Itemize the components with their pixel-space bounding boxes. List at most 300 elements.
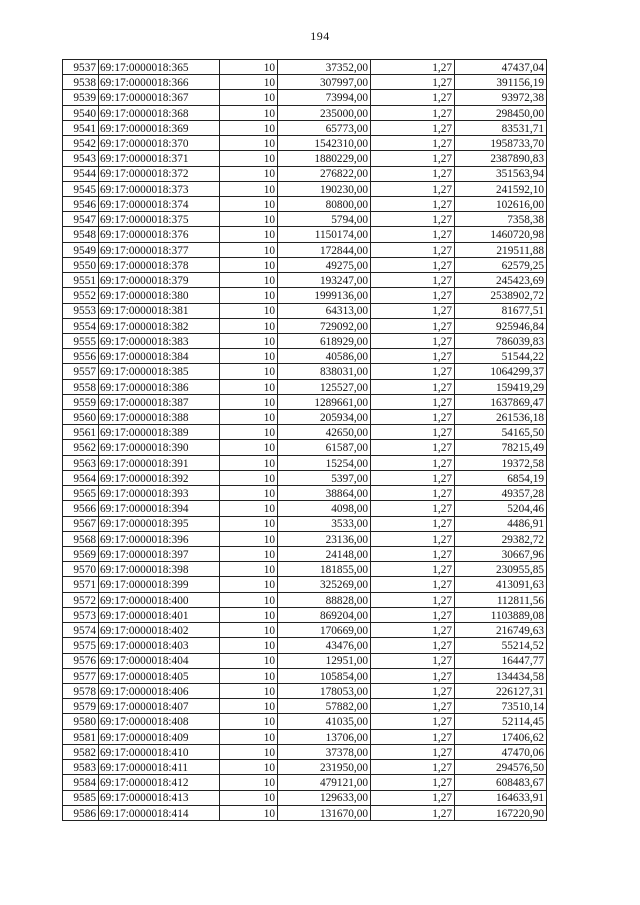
base-value-cell: 105854,00 [278,668,371,683]
table-row [63,60,547,75]
table-row [63,166,547,181]
cadastral-value-cell: 83531,71 [455,120,547,135]
table-row [63,683,547,698]
base-value-cell: 80800,00 [278,196,371,211]
table-row [63,333,547,348]
group-cell: 10 [220,547,278,562]
cadastral-number-cell: 69:17:0000018:365 [99,60,220,75]
cadastral-value-cell: 167220,90 [455,805,547,820]
cadastral-number-cell: 69:17:0000018:382 [99,318,220,333]
group-cell: 10 [220,501,278,516]
group-cell: 10 [220,212,278,227]
cadastral-value-cell: 54165,50 [455,425,547,440]
row-number-cell: 9565 [63,486,99,501]
coefficient-cell: 1,27 [371,638,455,653]
base-value-cell: 73994,00 [278,90,371,105]
coefficient-cell: 1,27 [371,486,455,501]
coefficient-cell: 1,27 [371,273,455,288]
base-value-cell: 49275,00 [278,257,371,272]
base-value-cell: 231950,00 [278,760,371,775]
row-number-cell: 9540 [63,105,99,120]
cadastral-value-cell: 351563,94 [455,166,547,181]
table-row [63,120,547,135]
cadastral-number-cell: 69:17:0000018:406 [99,683,220,698]
row-number-cell: 9542 [63,136,99,151]
cadastral-number-cell: 69:17:0000018:371 [99,151,220,166]
table-row [63,668,547,683]
cadastral-value-cell: 261536,18 [455,410,547,425]
table-row [63,196,547,211]
base-value-cell: 1150174,00 [278,227,371,242]
base-value-cell: 869204,00 [278,607,371,622]
table-row [63,90,547,105]
group-cell: 10 [220,333,278,348]
coefficient-cell: 1,27 [371,790,455,805]
base-value-cell: 170669,00 [278,623,371,638]
row-number-cell: 9560 [63,410,99,425]
base-value-cell: 1289661,00 [278,394,371,409]
cadastral-number-cell: 69:17:0000018:410 [99,744,220,759]
coefficient-cell: 1,27 [371,653,455,668]
group-cell: 10 [220,623,278,638]
coefficient-cell: 1,27 [371,151,455,166]
cadastral-number-cell: 69:17:0000018:367 [99,90,220,105]
row-number-cell: 9551 [63,273,99,288]
cadastral-value-cell: 52114,45 [455,714,547,729]
table-row [63,547,547,562]
table-row [63,775,547,790]
cadastral-value-cell: 5204,46 [455,501,547,516]
row-number-cell: 9585 [63,790,99,805]
base-value-cell: 12951,00 [278,653,371,668]
cadastral-value-cell: 294576,50 [455,760,547,775]
row-number-cell: 9577 [63,668,99,683]
table-row [63,729,547,744]
cadastral-number-cell: 69:17:0000018:390 [99,440,220,455]
base-value-cell: 307997,00 [278,75,371,90]
coefficient-cell: 1,27 [371,410,455,425]
cadastral-value-cell: 241592,10 [455,181,547,196]
cadastral-number-cell: 69:17:0000018:411 [99,760,220,775]
group-cell: 10 [220,729,278,744]
base-value-cell: 479121,00 [278,775,371,790]
coefficient-cell: 1,27 [371,440,455,455]
table-row [63,394,547,409]
cadastral-value-cell: 102616,00 [455,196,547,211]
group-cell: 10 [220,805,278,820]
cadastral-value-cell: 7358,38 [455,212,547,227]
cadastral-number-cell: 69:17:0000018:380 [99,288,220,303]
row-number-cell: 9547 [63,212,99,227]
row-number-cell: 9555 [63,333,99,348]
base-value-cell: 24148,00 [278,547,371,562]
cadastral-value-cell: 391156,19 [455,75,547,90]
coefficient-cell: 1,27 [371,547,455,562]
cadastral-value-cell: 1460720,98 [455,227,547,242]
cadastral-number-cell: 69:17:0000018:402 [99,623,220,638]
cadastral-number-cell: 69:17:0000018:385 [99,364,220,379]
base-value-cell: 129633,00 [278,790,371,805]
coefficient-cell: 1,27 [371,212,455,227]
cadastral-number-cell: 69:17:0000018:405 [99,668,220,683]
base-value-cell: 235000,00 [278,105,371,120]
row-number-cell: 9552 [63,288,99,303]
row-number-cell: 9579 [63,699,99,714]
cadastral-number-cell: 69:17:0000018:413 [99,790,220,805]
base-value-cell: 57882,00 [278,699,371,714]
coefficient-cell: 1,27 [371,349,455,364]
coefficient-cell: 1,27 [371,501,455,516]
table-row [63,790,547,805]
group-cell: 10 [220,227,278,242]
table-row [63,425,547,440]
cadastral-value-cell: 17406,62 [455,729,547,744]
coefficient-cell: 1,27 [371,531,455,546]
table-row [63,607,547,622]
group-cell: 10 [220,394,278,409]
row-number-cell: 9574 [63,623,99,638]
cadastral-value-cell: 164633,91 [455,790,547,805]
cadastral-number-cell: 69:17:0000018:414 [99,805,220,820]
base-value-cell: 729092,00 [278,318,371,333]
cadastral-number-cell: 69:17:0000018:394 [99,501,220,516]
row-number-cell: 9541 [63,120,99,135]
cadastral-value-cell: 49357,28 [455,486,547,501]
cadastral-number-cell: 69:17:0000018:378 [99,257,220,272]
group-cell: 10 [220,562,278,577]
cadastral-number-cell: 69:17:0000018:377 [99,242,220,257]
table-row [63,805,547,820]
row-number-cell: 9553 [63,303,99,318]
table-row [63,486,547,501]
table-row [63,303,547,318]
group-cell: 10 [220,120,278,135]
cadastral-value-cell: 219511,88 [455,242,547,257]
coefficient-cell: 1,27 [371,607,455,622]
row-number-cell: 9581 [63,729,99,744]
cadastral-value-cell: 29382,72 [455,531,547,546]
row-number-cell: 9539 [63,90,99,105]
group-cell: 10 [220,349,278,364]
row-number-cell: 9582 [63,744,99,759]
base-value-cell: 172844,00 [278,242,371,257]
cadastral-number-cell: 69:17:0000018:396 [99,531,220,546]
cadastral-value-cell: 1958733,70 [455,136,547,151]
cadastral-number-cell: 69:17:0000018:409 [99,729,220,744]
table-row [63,379,547,394]
group-cell: 10 [220,653,278,668]
cadastral-value-table [62,59,547,821]
row-number-cell: 9572 [63,592,99,607]
row-number-cell: 9568 [63,531,99,546]
cadastral-number-cell: 69:17:0000018:373 [99,181,220,196]
row-number-cell: 9569 [63,547,99,562]
cadastral-value-cell: 16447,77 [455,653,547,668]
cadastral-value-cell: 47470,06 [455,744,547,759]
cadastral-number-cell: 69:17:0000018:387 [99,394,220,409]
coefficient-cell: 1,27 [371,683,455,698]
row-number-cell: 9586 [63,805,99,820]
cadastral-value-cell: 925946,84 [455,318,547,333]
table-row [63,242,547,257]
group-cell: 10 [220,425,278,440]
table-row [63,181,547,196]
cadastral-number-cell: 69:17:0000018:397 [99,547,220,562]
row-number-cell: 9576 [63,653,99,668]
base-value-cell: 37352,00 [278,60,371,75]
row-number-cell: 9548 [63,227,99,242]
coefficient-cell: 1,27 [371,744,455,759]
group-cell: 10 [220,440,278,455]
table-row [63,288,547,303]
cadastral-value-cell: 134434,58 [455,668,547,683]
base-value-cell: 5397,00 [278,470,371,485]
base-value-cell: 276822,00 [278,166,371,181]
base-value-cell: 181855,00 [278,562,371,577]
cadastral-value-cell: 1064299,37 [455,364,547,379]
coefficient-cell: 1,27 [371,668,455,683]
cadastral-number-cell: 69:17:0000018:386 [99,379,220,394]
cadastral-value-cell: 2538902,72 [455,288,547,303]
group-cell: 10 [220,760,278,775]
cadastral-value-cell: 245423,69 [455,273,547,288]
cadastral-number-cell: 69:17:0000018:392 [99,470,220,485]
row-number-cell: 9573 [63,607,99,622]
base-value-cell: 43476,00 [278,638,371,653]
table-row [63,714,547,729]
cadastral-number-cell: 69:17:0000018:372 [99,166,220,181]
group-cell: 10 [220,486,278,501]
row-number-cell: 9562 [63,440,99,455]
cadastral-value-cell: 226127,31 [455,683,547,698]
cadastral-value-cell: 19372,58 [455,455,547,470]
base-value-cell: 205934,00 [278,410,371,425]
base-value-cell: 61587,00 [278,440,371,455]
row-number-cell: 9549 [63,242,99,257]
cadastral-number-cell: 69:17:0000018:399 [99,577,220,592]
group-cell: 10 [220,470,278,485]
cadastral-number-cell: 69:17:0000018:391 [99,455,220,470]
table-row [63,212,547,227]
base-value-cell: 1542310,00 [278,136,371,151]
base-value-cell: 41035,00 [278,714,371,729]
cadastral-value-cell: 78215,49 [455,440,547,455]
row-number-cell: 9566 [63,501,99,516]
row-number-cell: 9557 [63,364,99,379]
group-cell: 10 [220,242,278,257]
cadastral-value-cell: 413091,63 [455,577,547,592]
cadastral-number-cell: 69:17:0000018:376 [99,227,220,242]
group-cell: 10 [220,775,278,790]
base-value-cell: 15254,00 [278,455,371,470]
group-cell: 10 [220,744,278,759]
base-value-cell: 37378,00 [278,744,371,759]
coefficient-cell: 1,27 [371,288,455,303]
table-row [63,455,547,470]
row-number-cell: 9559 [63,394,99,409]
group-cell: 10 [220,318,278,333]
coefficient-cell: 1,27 [371,303,455,318]
base-value-cell: 13706,00 [278,729,371,744]
table-row [63,364,547,379]
coefficient-cell: 1,27 [371,516,455,531]
table-row [63,516,547,531]
coefficient-cell: 1,27 [371,136,455,151]
cadastral-value-cell: 93972,38 [455,90,547,105]
row-number-cell: 9550 [63,257,99,272]
table-row [63,577,547,592]
cadastral-number-cell: 69:17:0000018:393 [99,486,220,501]
base-value-cell: 38864,00 [278,486,371,501]
table-row [63,562,547,577]
group-cell: 10 [220,683,278,698]
row-number-cell: 9570 [63,562,99,577]
cadastral-value-cell: 6854,19 [455,470,547,485]
group-cell: 10 [220,136,278,151]
row-number-cell: 9556 [63,349,99,364]
table-row [63,257,547,272]
coefficient-cell: 1,27 [371,242,455,257]
table-row [63,227,547,242]
base-value-cell: 64313,00 [278,303,371,318]
cadastral-number-cell: 69:17:0000018:374 [99,196,220,211]
coefficient-cell: 1,27 [371,105,455,120]
page-number: 194 [310,29,330,43]
group-cell: 10 [220,607,278,622]
base-value-cell: 193247,00 [278,273,371,288]
coefficient-cell: 1,27 [371,166,455,181]
group-cell: 10 [220,379,278,394]
cadastral-value-cell: 4486,91 [455,516,547,531]
cadastral-value-cell: 1103889,08 [455,607,547,622]
table-row [63,531,547,546]
coefficient-cell: 1,27 [371,699,455,714]
group-cell: 10 [220,166,278,181]
cadastral-value-cell: 786039,83 [455,333,547,348]
cadastral-value-cell: 298450,00 [455,105,547,120]
table-row [63,623,547,638]
base-value-cell: 5794,00 [278,212,371,227]
row-number-cell: 9561 [63,425,99,440]
coefficient-cell: 1,27 [371,775,455,790]
row-number-cell: 9583 [63,760,99,775]
row-number-cell: 9564 [63,470,99,485]
coefficient-cell: 1,27 [371,90,455,105]
cadastral-number-cell: 69:17:0000018:368 [99,105,220,120]
coefficient-cell: 1,27 [371,333,455,348]
cadastral-number-cell: 69:17:0000018:408 [99,714,220,729]
cadastral-value-cell: 47437,04 [455,60,547,75]
cadastral-number-cell: 69:17:0000018:400 [99,592,220,607]
group-cell: 10 [220,273,278,288]
group-cell: 10 [220,531,278,546]
table-row [63,440,547,455]
row-number-cell: 9575 [63,638,99,653]
group-cell: 10 [220,714,278,729]
group-cell: 10 [220,90,278,105]
coefficient-cell: 1,27 [371,760,455,775]
cadastral-number-cell: 69:17:0000018:388 [99,410,220,425]
base-value-cell: 65773,00 [278,120,371,135]
base-value-cell: 1880229,00 [278,151,371,166]
coefficient-cell: 1,27 [371,60,455,75]
group-cell: 10 [220,699,278,714]
table-body [63,60,547,821]
base-value-cell: 178053,00 [278,683,371,698]
base-value-cell: 325269,00 [278,577,371,592]
coefficient-cell: 1,27 [371,120,455,135]
cadastral-number-cell: 69:17:0000018:370 [99,136,220,151]
row-number-cell: 9558 [63,379,99,394]
cadastral-value-cell: 112811,56 [455,592,547,607]
group-cell: 10 [220,181,278,196]
table-row [63,744,547,759]
cadastral-number-cell: 69:17:0000018:375 [99,212,220,227]
row-number-cell: 9578 [63,683,99,698]
coefficient-cell: 1,27 [371,75,455,90]
cadastral-value-cell: 73510,14 [455,699,547,714]
table-row [63,105,547,120]
table-row [63,151,547,166]
table-row [63,592,547,607]
cadastral-number-cell: 69:17:0000018:366 [99,75,220,90]
row-number-cell: 9554 [63,318,99,333]
base-value-cell: 23136,00 [278,531,371,546]
group-cell: 10 [220,455,278,470]
coefficient-cell: 1,27 [371,394,455,409]
base-value-cell: 42650,00 [278,425,371,440]
cadastral-value-cell: 216749,63 [455,623,547,638]
table-row [63,273,547,288]
coefficient-cell: 1,27 [371,257,455,272]
table-row [63,638,547,653]
table-row [63,75,547,90]
base-value-cell: 3533,00 [278,516,371,531]
cadastral-value-cell: 62579,25 [455,257,547,272]
coefficient-cell: 1,27 [371,425,455,440]
group-cell: 10 [220,790,278,805]
cadastral-value-cell: 2387890,83 [455,151,547,166]
coefficient-cell: 1,27 [371,577,455,592]
table-row [63,653,547,668]
group-cell: 10 [220,196,278,211]
cadastral-number-cell: 69:17:0000018:407 [99,699,220,714]
table-row [63,349,547,364]
row-number-cell: 9544 [63,166,99,181]
group-cell: 10 [220,288,278,303]
cadastral-number-cell: 69:17:0000018:398 [99,562,220,577]
cadastral-number-cell: 69:17:0000018:389 [99,425,220,440]
coefficient-cell: 1,27 [371,379,455,394]
cadastral-value-cell: 1637869,47 [455,394,547,409]
group-cell: 10 [220,151,278,166]
table-row [63,318,547,333]
cadastral-number-cell: 69:17:0000018:412 [99,775,220,790]
group-cell: 10 [220,364,278,379]
coefficient-cell: 1,27 [371,455,455,470]
coefficient-cell: 1,27 [371,714,455,729]
cadastral-number-cell: 69:17:0000018:384 [99,349,220,364]
table-row [63,501,547,516]
base-value-cell: 4098,00 [278,501,371,516]
group-cell: 10 [220,592,278,607]
cadastral-number-cell: 69:17:0000018:404 [99,653,220,668]
row-number-cell: 9546 [63,196,99,211]
base-value-cell: 1999136,00 [278,288,371,303]
base-value-cell: 40586,00 [278,349,371,364]
coefficient-cell: 1,27 [371,470,455,485]
coefficient-cell: 1,27 [371,623,455,638]
